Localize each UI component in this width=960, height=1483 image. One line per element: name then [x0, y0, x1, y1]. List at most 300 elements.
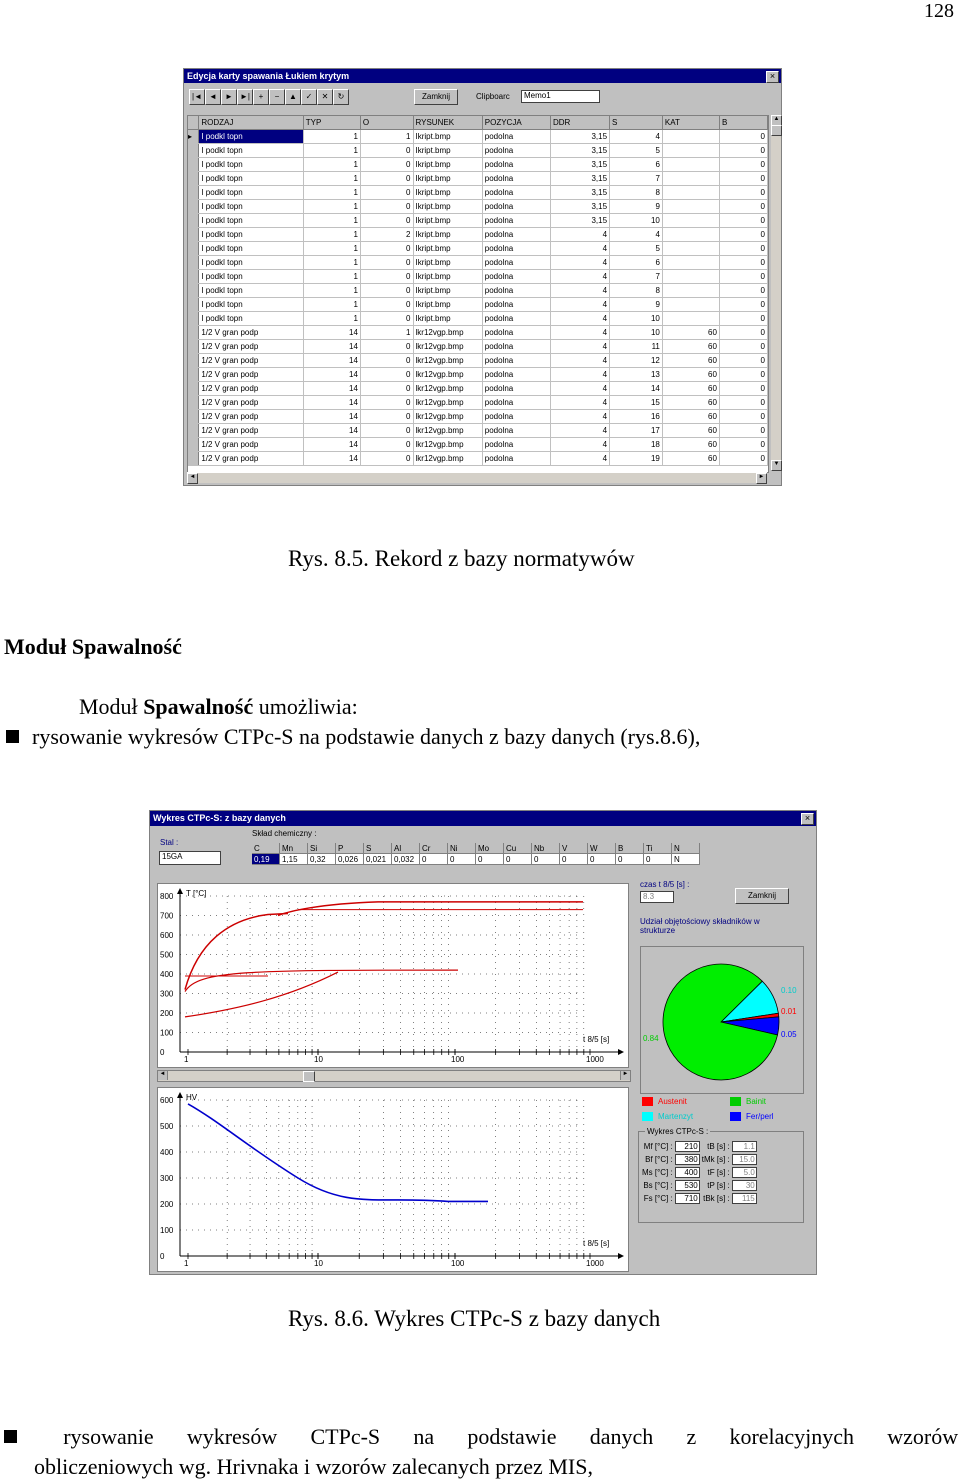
table-cell[interactable] [662, 270, 719, 284]
row-indicator[interactable] [188, 158, 199, 172]
nav-button-6[interactable]: ▲ [285, 89, 301, 105]
element-value[interactable]: 0 [532, 854, 560, 865]
column-header[interactable]: DDR [550, 116, 609, 130]
table-cell[interactable]: 9 [610, 298, 663, 312]
table-row[interactable] [188, 256, 768, 270]
row-indicator[interactable] [188, 298, 199, 312]
table-cell[interactable]: 0 [719, 284, 767, 298]
element-value[interactable]: 0,021 [364, 854, 392, 865]
table-cell[interactable]: 0 [719, 172, 767, 186]
table-cell[interactable]: podolna [482, 242, 550, 256]
element-value[interactable]: 0 [504, 854, 532, 865]
table-cell[interactable]: 17 [610, 424, 663, 438]
row-indicator[interactable] [188, 438, 199, 452]
table-cell[interactable]: 1/2 V gran podp [199, 382, 303, 396]
table-cell[interactable]: 1/2 V gran podp [199, 396, 303, 410]
table-row[interactable] [188, 172, 768, 186]
table-cell[interactable]: 5 [610, 242, 663, 256]
table-cell[interactable]: 0 [719, 312, 767, 326]
table-cell[interactable]: Ikript.bmp [413, 172, 482, 186]
table-row[interactable] [188, 186, 768, 200]
row-indicator[interactable] [188, 452, 199, 466]
element-value[interactable]: 0,032 [392, 854, 420, 865]
table-cell[interactable]: 14 [303, 424, 360, 438]
table-cell[interactable]: 0 [360, 382, 413, 396]
table-cell[interactable]: podolna [482, 270, 550, 284]
column-header[interactable]: B [719, 116, 767, 130]
table-row[interactable] [188, 396, 768, 410]
parameter-field[interactable]: 530 [675, 1180, 700, 1191]
element-value[interactable]: 0 [420, 854, 448, 865]
table-cell[interactable]: 5 [610, 144, 663, 158]
table-cell[interactable]: podolna [482, 438, 550, 452]
table-cell[interactable]: podolna [482, 326, 550, 340]
table-cell[interactable]: I podkl topn [199, 312, 303, 326]
row-indicator[interactable] [188, 368, 199, 382]
table-cell[interactable]: 0 [360, 312, 413, 326]
table-cell[interactable]: 1 [303, 214, 360, 228]
table-cell[interactable]: 1/2 V gran podp [199, 424, 303, 438]
column-header[interactable]: S [610, 116, 663, 130]
table-cell[interactable]: Ikript.bmp [413, 158, 482, 172]
nav-button-3[interactable]: ►| [237, 89, 253, 105]
table-row[interactable] [188, 354, 768, 368]
table-cell[interactable]: 13 [610, 368, 663, 382]
table-cell[interactable]: 1/2 V gran podp [199, 438, 303, 452]
table-cell[interactable]: 0 [719, 228, 767, 242]
table-cell[interactable]: podolna [482, 158, 550, 172]
table-cell[interactable]: 4 [550, 452, 609, 466]
table-cell[interactable]: 0 [360, 438, 413, 452]
table-cell[interactable]: 9 [610, 200, 663, 214]
table-row[interactable] [188, 270, 768, 284]
table-cell[interactable]: I podkl topn [199, 256, 303, 270]
table-cell[interactable]: 7 [610, 172, 663, 186]
table-cell[interactable]: 4 [610, 130, 663, 144]
table-cell[interactable]: Ikript.bmp [413, 144, 482, 158]
table-cell[interactable]: 7 [610, 270, 663, 284]
time-scrollbar[interactable] [157, 1070, 631, 1082]
table-cell[interactable]: I podkl topn [199, 158, 303, 172]
table-cell[interactable]: 0 [360, 172, 413, 186]
element-value[interactable]: N [672, 854, 700, 865]
row-indicator[interactable] [188, 410, 199, 424]
table-row[interactable] [188, 452, 768, 466]
row-indicator[interactable] [188, 340, 199, 354]
table-cell[interactable]: lkr12vgp.bmp [413, 424, 482, 438]
table-cell[interactable]: 1 [303, 130, 360, 144]
table-cell[interactable] [662, 242, 719, 256]
element-value[interactable]: 0,19 [252, 854, 280, 865]
table-cell[interactable]: podolna [482, 312, 550, 326]
table-cell[interactable]: 10 [610, 312, 663, 326]
table-row[interactable] [188, 158, 768, 172]
table-cell[interactable] [662, 312, 719, 326]
zamknij-button[interactable]: Zamknij [414, 89, 458, 105]
table-cell[interactable]: 3,15 [550, 214, 609, 228]
row-indicator[interactable] [188, 242, 199, 256]
table-cell[interactable]: I podkl topn [199, 144, 303, 158]
column-header[interactable]: POZYCJA [482, 116, 550, 130]
table-cell[interactable]: lkr12vgp.bmp [413, 354, 482, 368]
parameter-field[interactable]: 15.0 [732, 1154, 757, 1165]
table-cell[interactable]: podolna [482, 214, 550, 228]
table-cell[interactable]: 0 [360, 368, 413, 382]
table-cell[interactable]: lkr12vgp.bmp [413, 368, 482, 382]
parameter-field[interactable]: 5.0 [732, 1167, 757, 1178]
table-cell[interactable]: podolna [482, 284, 550, 298]
element-value[interactable]: 0,32 [308, 854, 336, 865]
row-indicator[interactable] [188, 228, 199, 242]
table-cell[interactable]: 0 [719, 158, 767, 172]
table-cell[interactable]: 14 [610, 382, 663, 396]
row-indicator[interactable] [188, 214, 199, 228]
table-cell[interactable]: 0 [719, 340, 767, 354]
element-value[interactable]: 0 [588, 854, 616, 865]
table-cell[interactable]: 60 [662, 368, 719, 382]
table-cell[interactable]: 0 [719, 368, 767, 382]
table-cell[interactable]: 18 [610, 438, 663, 452]
column-header[interactable]: TYP [303, 116, 360, 130]
table-cell[interactable]: I podkl topn [199, 242, 303, 256]
table-cell[interactable]: 0 [719, 298, 767, 312]
table-row[interactable] [188, 340, 768, 354]
column-header[interactable]: O [360, 116, 413, 130]
table-cell[interactable]: 1 [303, 144, 360, 158]
table-cell[interactable]: 60 [662, 326, 719, 340]
table-cell[interactable]: 0 [360, 158, 413, 172]
table-cell[interactable]: I podkl topn [199, 172, 303, 186]
table-cell[interactable]: 0 [719, 410, 767, 424]
parameter-field[interactable]: 30 [732, 1180, 757, 1191]
table-cell[interactable]: 0 [719, 144, 767, 158]
table-cell[interactable]: 0 [360, 452, 413, 466]
table-cell[interactable]: 0 [360, 284, 413, 298]
table-cell[interactable]: 4 [550, 228, 609, 242]
table-cell[interactable]: 60 [662, 354, 719, 368]
table-cell[interactable]: 0 [360, 340, 413, 354]
table-cell[interactable]: 1 [303, 298, 360, 312]
element-value[interactable]: 0 [448, 854, 476, 865]
scroll-up-icon[interactable]: ▲ [771, 115, 782, 126]
table-cell[interactable]: 15 [610, 396, 663, 410]
close-button[interactable]: × [766, 71, 779, 83]
table-cell[interactable]: 0 [360, 396, 413, 410]
stal-field[interactable]: 15GA [159, 851, 221, 865]
table-cell[interactable]: 0 [719, 130, 767, 144]
table-row[interactable] [188, 298, 768, 312]
row-indicator[interactable] [188, 270, 199, 284]
column-header[interactable]: KAT [662, 116, 719, 130]
table-cell[interactable]: 1/2 V gran podp [199, 340, 303, 354]
table-cell[interactable]: 14 [303, 410, 360, 424]
table-cell[interactable]: 4 [550, 438, 609, 452]
table-cell[interactable] [662, 298, 719, 312]
table-cell[interactable]: Ikript.bmp [413, 130, 482, 144]
table-row[interactable] [188, 130, 768, 144]
table-cell[interactable]: 0 [719, 270, 767, 284]
table-cell[interactable]: 3,15 [550, 158, 609, 172]
table-cell[interactable] [662, 172, 719, 186]
table-cell[interactable]: Ikript.bmp [413, 186, 482, 200]
table-cell[interactable]: Ikript.bmp [413, 270, 482, 284]
table-cell[interactable]: Ikript.bmp [413, 214, 482, 228]
horizontal-scrollbar[interactable] [187, 472, 767, 483]
table-cell[interactable]: 0 [360, 144, 413, 158]
nav-button-4[interactable]: + [253, 89, 269, 105]
table-cell[interactable]: lkr12vgp.bmp [413, 438, 482, 452]
table-cell[interactable] [662, 256, 719, 270]
table-cell[interactable]: 14 [303, 340, 360, 354]
table-cell[interactable]: I podkl topn [199, 130, 303, 144]
element-value[interactable]: 0,026 [336, 854, 364, 865]
table-cell[interactable]: 0 [719, 256, 767, 270]
table-cell[interactable]: 0 [360, 214, 413, 228]
table-cell[interactable]: 1 [303, 200, 360, 214]
table-cell[interactable]: 12 [610, 354, 663, 368]
table-cell[interactable]: I podkl topn [199, 214, 303, 228]
table-cell[interactable]: 3,15 [550, 186, 609, 200]
nav-button-8[interactable]: ✕ [317, 89, 333, 105]
table-cell[interactable]: podolna [482, 396, 550, 410]
row-indicator[interactable] [188, 396, 199, 410]
table-cell[interactable]: 0 [360, 424, 413, 438]
nav-button-9[interactable]: ↻ [333, 89, 349, 105]
table-cell[interactable]: 0 [360, 200, 413, 214]
table-cell[interactable]: 14 [303, 326, 360, 340]
table-row[interactable] [188, 144, 768, 158]
scroll-left-icon[interactable]: ◄ [158, 1071, 168, 1080]
table-cell[interactable] [662, 144, 719, 158]
table-cell[interactable]: 1 [303, 284, 360, 298]
table-cell[interactable]: lkr12vgp.bmp [413, 340, 482, 354]
table-cell[interactable]: 0 [719, 326, 767, 340]
element-value[interactable]: 0 [476, 854, 504, 865]
parameter-field[interactable]: 115 [732, 1193, 757, 1204]
vertical-scrollbar[interactable] [771, 115, 781, 471]
element-value[interactable]: 0 [644, 854, 672, 865]
parameter-field[interactable]: 1.1 [732, 1141, 757, 1152]
table-cell[interactable]: podolna [482, 298, 550, 312]
nav-button-5[interactable]: − [269, 89, 285, 105]
table-cell[interactable]: I podkl topn [199, 228, 303, 242]
clipboard-field[interactable]: Memo1 [521, 90, 600, 103]
table-cell[interactable]: Ikript.bmp [413, 200, 482, 214]
column-header[interactable]: RODZAJ [199, 116, 303, 130]
table-cell[interactable]: 0 [719, 452, 767, 466]
table-cell[interactable]: podolna [482, 186, 550, 200]
close-button-2[interactable]: × [801, 813, 814, 825]
nav-button-0[interactable]: |◄ [189, 89, 205, 105]
row-indicator[interactable] [188, 284, 199, 298]
table-cell[interactable]: lkr12vgp.bmp [413, 452, 482, 466]
table-cell[interactable]: 4 [550, 256, 609, 270]
scroll-right-icon[interactable]: ► [620, 1071, 630, 1080]
chemical-composition-table[interactable] [252, 843, 700, 865]
table-cell[interactable]: podolna [482, 200, 550, 214]
table-row[interactable] [188, 326, 768, 340]
table-cell[interactable]: podolna [482, 144, 550, 158]
table-cell[interactable]: 14 [303, 438, 360, 452]
element-value[interactable]: 0 [616, 854, 644, 865]
element-value[interactable]: 1,15 [280, 854, 308, 865]
table-cell[interactable]: 0 [719, 186, 767, 200]
table-cell[interactable]: 0 [719, 242, 767, 256]
table-cell[interactable]: 10 [610, 214, 663, 228]
table-cell[interactable]: 60 [662, 410, 719, 424]
table-cell[interactable]: podolna [482, 452, 550, 466]
row-indicator[interactable] [188, 382, 199, 396]
table-cell[interactable]: 14 [303, 396, 360, 410]
table-cell[interactable]: 3,15 [550, 200, 609, 214]
parameter-field[interactable]: 400 [675, 1167, 700, 1178]
table-cell[interactable] [662, 284, 719, 298]
table-cell[interactable]: 6 [610, 158, 663, 172]
table-cell[interactable]: 14 [303, 354, 360, 368]
table-cell[interactable]: 2 [360, 228, 413, 242]
nav-button-1[interactable]: ◄ [205, 89, 221, 105]
table-cell[interactable]: 1 [303, 270, 360, 284]
table-cell[interactable]: Ikript.bmp [413, 256, 482, 270]
table-cell[interactable]: 6 [610, 256, 663, 270]
table-cell[interactable]: 4 [550, 368, 609, 382]
table-cell[interactable]: 14 [303, 382, 360, 396]
table-cell[interactable]: Ikript.bmp [413, 298, 482, 312]
table-cell[interactable]: 0 [719, 396, 767, 410]
row-indicator[interactable] [188, 172, 199, 186]
table-cell[interactable] [662, 130, 719, 144]
table-cell[interactable]: podolna [482, 424, 550, 438]
element-value[interactable]: 0 [560, 854, 588, 865]
table-cell[interactable]: 0 [719, 214, 767, 228]
row-indicator[interactable] [188, 256, 199, 270]
table-cell[interactable]: 4 [550, 382, 609, 396]
table-cell[interactable]: 4 [550, 284, 609, 298]
scroll-right-icon[interactable]: ► [756, 473, 767, 484]
table-cell[interactable]: lkr12vgp.bmp [413, 396, 482, 410]
table-cell[interactable]: 1 [303, 172, 360, 186]
table-cell[interactable]: lkr12vgp.bmp [413, 382, 482, 396]
table-cell[interactable]: 60 [662, 382, 719, 396]
table-cell[interactable]: podolna [482, 130, 550, 144]
table-cell[interactable]: I podkl topn [199, 284, 303, 298]
table-row[interactable] [188, 214, 768, 228]
table-row[interactable] [188, 410, 768, 424]
table-cell[interactable]: podolna [482, 172, 550, 186]
table-cell[interactable]: 0 [360, 298, 413, 312]
table-cell[interactable]: lkr12vgp.bmp [413, 410, 482, 424]
czas-field[interactable]: 8.3 [640, 891, 674, 903]
table-cell[interactable]: 1/2 V gran podp [199, 326, 303, 340]
table-cell[interactable]: 0 [719, 200, 767, 214]
table-cell[interactable]: 1 [303, 312, 360, 326]
table-cell[interactable]: 8 [610, 186, 663, 200]
table-cell[interactable]: Ikript.bmp [413, 312, 482, 326]
table-cell[interactable]: 1 [303, 186, 360, 200]
row-indicator[interactable] [188, 186, 199, 200]
table-cell[interactable]: 1/2 V gran podp [199, 354, 303, 368]
table-cell[interactable]: 0 [360, 186, 413, 200]
table-cell[interactable]: 60 [662, 340, 719, 354]
table-row[interactable] [188, 242, 768, 256]
table-cell[interactable]: 1 [303, 228, 360, 242]
table-row[interactable] [188, 200, 768, 214]
table-cell[interactable]: podolna [482, 354, 550, 368]
table-cell[interactable]: Ikript.bmp [413, 242, 482, 256]
table-row[interactable] [188, 438, 768, 452]
table-cell[interactable]: I podkl topn [199, 186, 303, 200]
table-cell[interactable] [662, 214, 719, 228]
table-cell[interactable]: 4 [550, 326, 609, 340]
table-cell[interactable]: 4 [550, 424, 609, 438]
table-cell[interactable]: 0 [719, 382, 767, 396]
scroll-left-icon[interactable]: ◄ [187, 473, 198, 484]
table-cell[interactable]: 1 [360, 130, 413, 144]
current-row-indicator-icon[interactable]: ▸ [188, 130, 199, 144]
table-cell[interactable]: 4 [610, 228, 663, 242]
table-row[interactable] [188, 382, 768, 396]
row-indicator[interactable] [188, 424, 199, 438]
nav-button-7[interactable]: ✓ [301, 89, 317, 105]
row-indicator[interactable] [188, 326, 199, 340]
table-cell[interactable]: podolna [482, 368, 550, 382]
table-cell[interactable]: podolna [482, 256, 550, 270]
table-cell[interactable]: 1 [303, 242, 360, 256]
table-cell[interactable]: I podkl topn [199, 270, 303, 284]
scroll-thumb[interactable] [771, 125, 782, 136]
table-cell[interactable]: 60 [662, 424, 719, 438]
table-cell[interactable]: 0 [360, 354, 413, 368]
table-row[interactable] [188, 424, 768, 438]
table-cell[interactable]: 3,15 [550, 144, 609, 158]
table-cell[interactable]: 4 [550, 312, 609, 326]
parameter-field[interactable]: 710 [675, 1193, 700, 1204]
table-cell[interactable]: 0 [360, 410, 413, 424]
table-cell[interactable]: 14 [303, 452, 360, 466]
row-indicator[interactable] [188, 354, 199, 368]
table-cell[interactable]: podolna [482, 410, 550, 424]
table-cell[interactable]: Ikript.bmp [413, 284, 482, 298]
table-cell[interactable] [662, 200, 719, 214]
table-cell[interactable]: 1/2 V gran podp [199, 368, 303, 382]
table-cell[interactable]: 4 [550, 242, 609, 256]
table-cell[interactable]: 1/2 V gran podp [199, 410, 303, 424]
table-cell[interactable]: 1 [303, 158, 360, 172]
table-cell[interactable]: 1/2 V gran podp [199, 452, 303, 466]
table-cell[interactable]: 4 [550, 396, 609, 410]
column-header[interactable]: RYSUNEK [413, 116, 482, 130]
table-cell[interactable]: 3,15 [550, 172, 609, 186]
table-cell[interactable] [662, 228, 719, 242]
table-row[interactable] [188, 312, 768, 326]
table-cell[interactable]: 3,15 [550, 130, 609, 144]
row-indicator[interactable] [188, 200, 199, 214]
record-grid[interactable] [187, 115, 769, 473]
table-cell[interactable] [662, 158, 719, 172]
table-cell[interactable]: podolna [482, 228, 550, 242]
table-cell[interactable]: Ikript.bmp [413, 228, 482, 242]
table-cell[interactable]: 4 [550, 298, 609, 312]
table-cell[interactable]: 4 [550, 270, 609, 284]
table-cell[interactable]: 1 [303, 256, 360, 270]
table-cell[interactable]: 4 [550, 354, 609, 368]
scroll-down-icon[interactable]: ▼ [771, 460, 782, 471]
nav-button-2[interactable]: ► [221, 89, 237, 105]
table-cell[interactable]: 0 [719, 424, 767, 438]
table-row[interactable] [188, 368, 768, 382]
table-cell[interactable]: 8 [610, 284, 663, 298]
table-cell[interactable]: 60 [662, 438, 719, 452]
